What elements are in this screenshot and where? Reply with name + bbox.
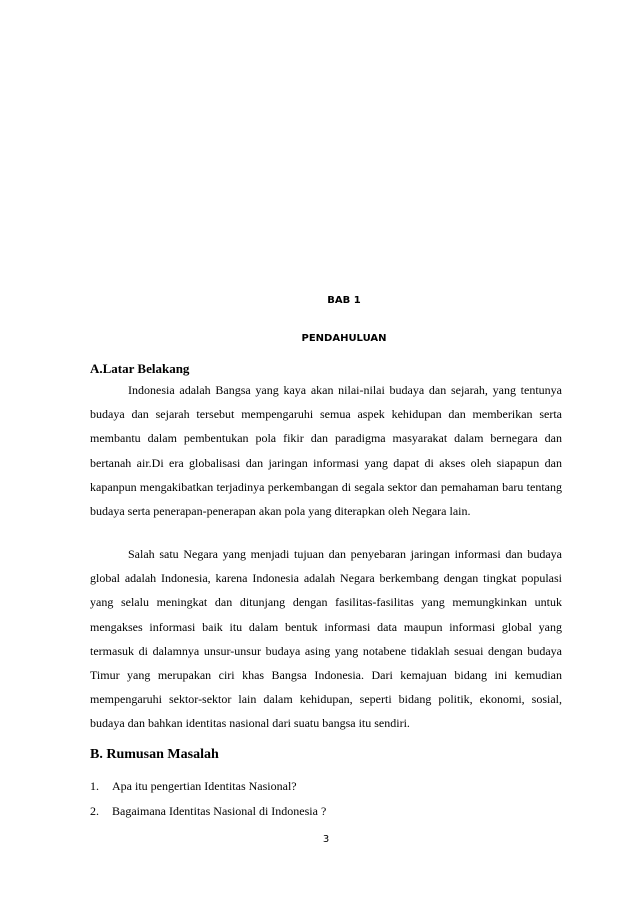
page-number: 3: [322, 834, 330, 845]
chapter-number: BAB 1: [327, 295, 361, 306]
list-item-text: Apa itu pengertian Identitas Nasional?: [112, 779, 297, 793]
chapter-title: PENDAHULUAN: [301, 333, 387, 344]
list-item-text: Bagaimana Identitas Nasional di Indonesia ?: [112, 804, 327, 818]
list-item: [90, 799, 326, 824]
section-a-heading: A.Latar Belakang: [90, 361, 190, 376]
problem-list: [90, 774, 326, 824]
list-item-number: 1.: [90, 779, 99, 793]
section-b-heading: B. Rumusan Masalah: [90, 747, 219, 762]
paragraph-2: Salah satu Negara yang menjadi tujuan dan penyebaran jaringan informasi dan budaya global adalah Indonesia, karena Indonesia adalah Negara berkembang dengan tingkat populasi yang selalu meningkat dan ditunjang dengan fasilitas-fasilitas yang memungkinkan untuk mengakses informasi baik itu dalam bentuk informasi data maupun informasi global yang termasuk di dalamnya unsur-unsur budaya asing yang notabene tidaklah sesuai dengan budaya Timur yang merupakan ciri khas Bangsa Indonesia. Dari kemajuan bidang ini kemudian mempengaruhi sektor-sektor lain dalam kehidupan, seperti bidang politik, ekonomi, sosial, budaya dan bahkan identitas nasional dari suatu bangsa itu sendiri.: [90, 547, 562, 731]
list-item-number: 2.: [90, 804, 99, 818]
paragraph-1: Indonesia adalah Bangsa yang kaya akan nilai-nilai budaya dan sejarah, yang tentunya budaya dan sejarah tersebut mempengaruhi semua aspek kehidupan dan memberikan serta membantu dalam pembentukan pola fikir dan paradigma masyarakat dalam bernegara dan bertanah air.Di era globalisasi dan jaringan informasi yang dapat di akses oleh siapapun dan kapanpun mengakibatkan terjadinya perkembangan di segala sektor dan pemahaman baru tentang budaya serta penerapan-penerapan akan pola yang diterapkan oleh Negara lain.: [90, 383, 562, 519]
list-item: [90, 774, 326, 799]
